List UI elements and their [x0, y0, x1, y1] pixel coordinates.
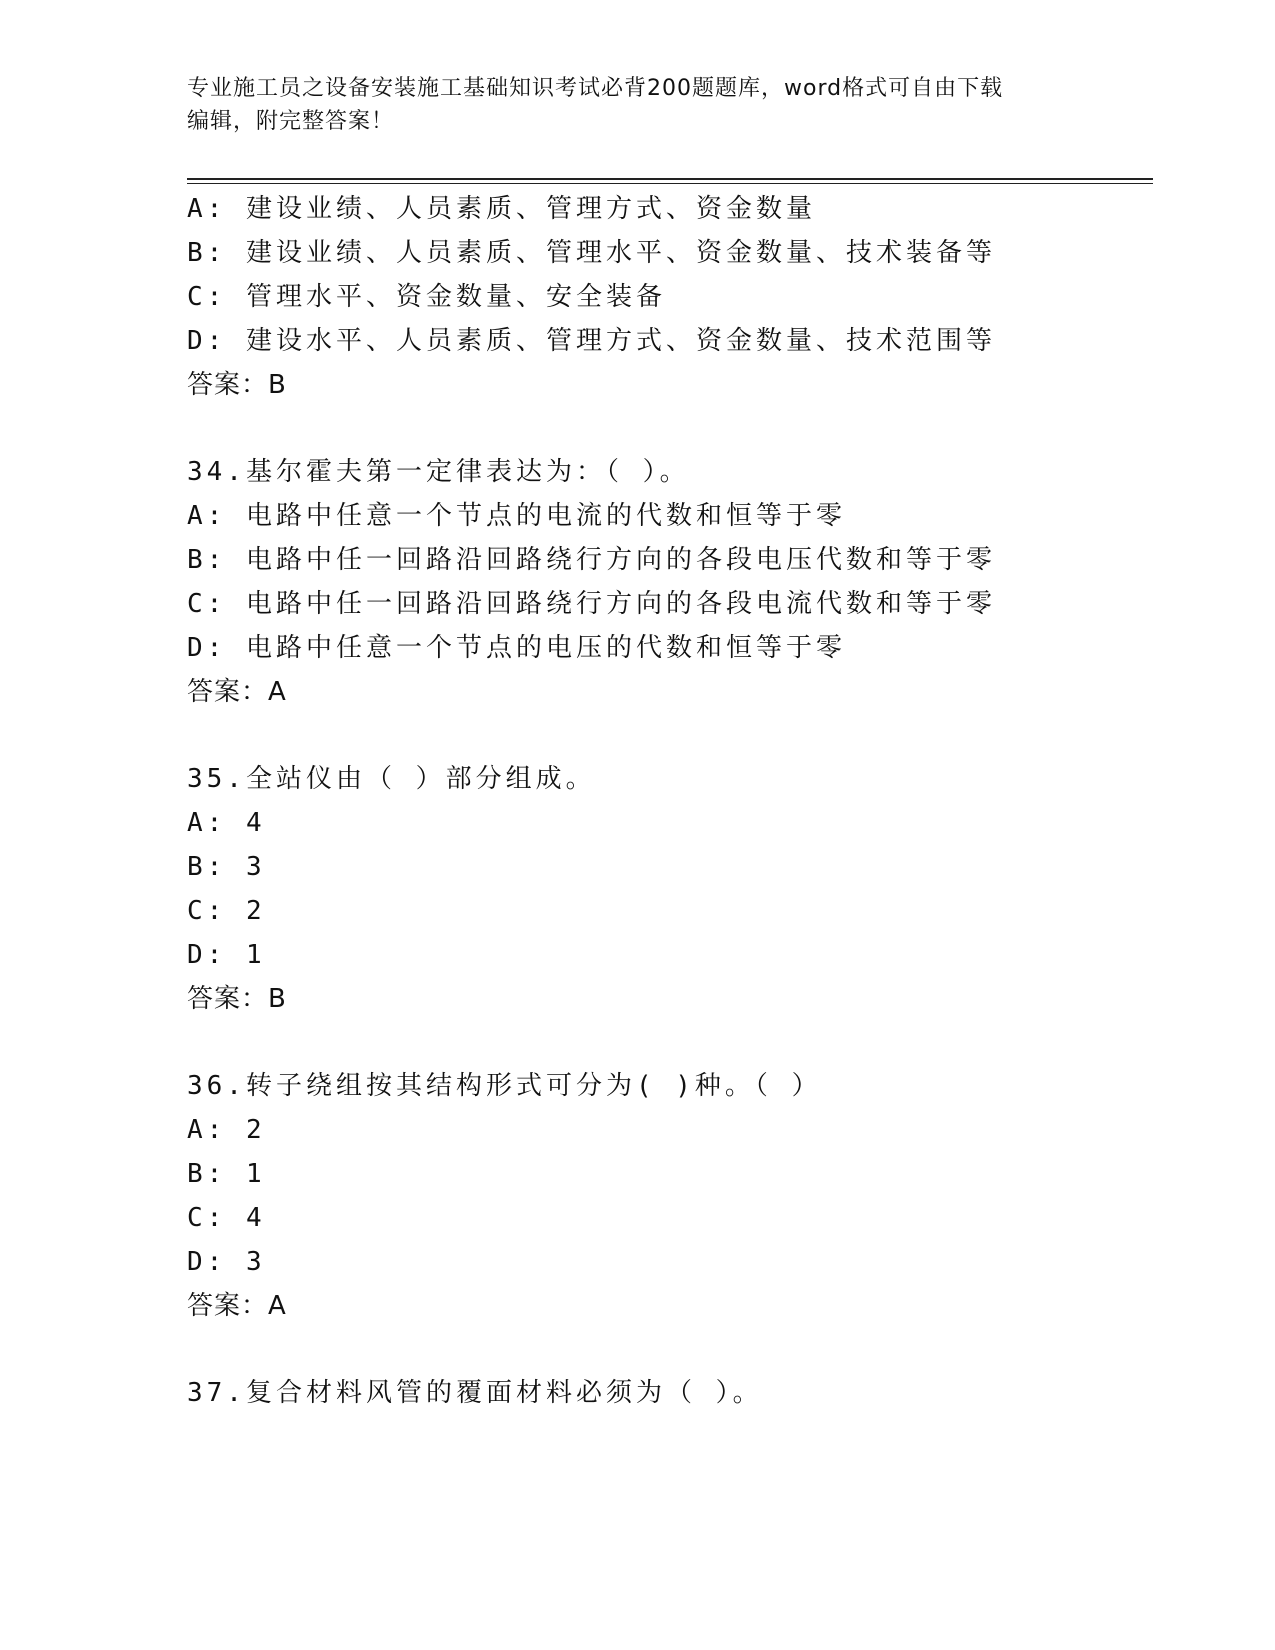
answer-line: 答案：A: [187, 1291, 287, 1321]
option-line: C: 电路中任一回路沿回路绕行方向的各段电流代数和等于零: [187, 589, 996, 619]
option-line: D: 电路中任意一个节点的电压的代数和恒等于零: [187, 633, 846, 663]
question-title: 34.基尔霍夫第一定律表达为：（ ）。: [187, 457, 690, 487]
option-line: D: 1: [187, 940, 266, 970]
answer-line: 答案：B: [187, 984, 287, 1014]
option-line: B: 电路中任一回路沿回路绕行方向的各段电压代数和等于零: [187, 545, 996, 575]
option-line: C: 4: [187, 1203, 266, 1233]
header-rule-thin: [187, 183, 1153, 184]
answer-line: 答案：A: [187, 677, 287, 707]
option-line: D: 建设水平、人员素质、管理方式、资金数量、技术范围等: [187, 326, 996, 356]
option-line: C: 2: [187, 896, 266, 926]
option-line: B: 1: [187, 1159, 266, 1189]
option-line: B: 建设业绩、人员素质、管理水平、资金数量、技术装备等: [187, 238, 996, 268]
header-line-1: 专业施工员之设备安装施工基础知识考试必背200题题库，word格式可自由下载: [187, 76, 1004, 101]
option-line: D: 3: [187, 1247, 266, 1277]
option-line: A: 建设业绩、人员素质、管理方式、资金数量: [187, 194, 816, 224]
document-header: [187, 72, 1087, 138]
header-rule-thick: [187, 178, 1153, 180]
option-line: A: 2: [187, 1115, 266, 1145]
header-line-2: 编辑，附完整答案！: [187, 109, 395, 134]
question-title: 36.转子绕组按其结构形式可分为( )种。（ ）: [187, 1071, 822, 1101]
question-title: 37.复合材料风管的覆面材料必须为（ ）。: [187, 1378, 763, 1408]
answer-line: 答案：B: [187, 370, 287, 400]
option-line: A: 电路中任意一个节点的电流的代数和恒等于零: [187, 501, 846, 531]
question-title: 35.全站仪由（ ）部分组成。: [187, 764, 596, 794]
option-line: C: 管理水平、资金数量、安全装备: [187, 282, 666, 312]
option-line: B: 3: [187, 852, 266, 882]
option-line: A: 4: [187, 808, 266, 838]
